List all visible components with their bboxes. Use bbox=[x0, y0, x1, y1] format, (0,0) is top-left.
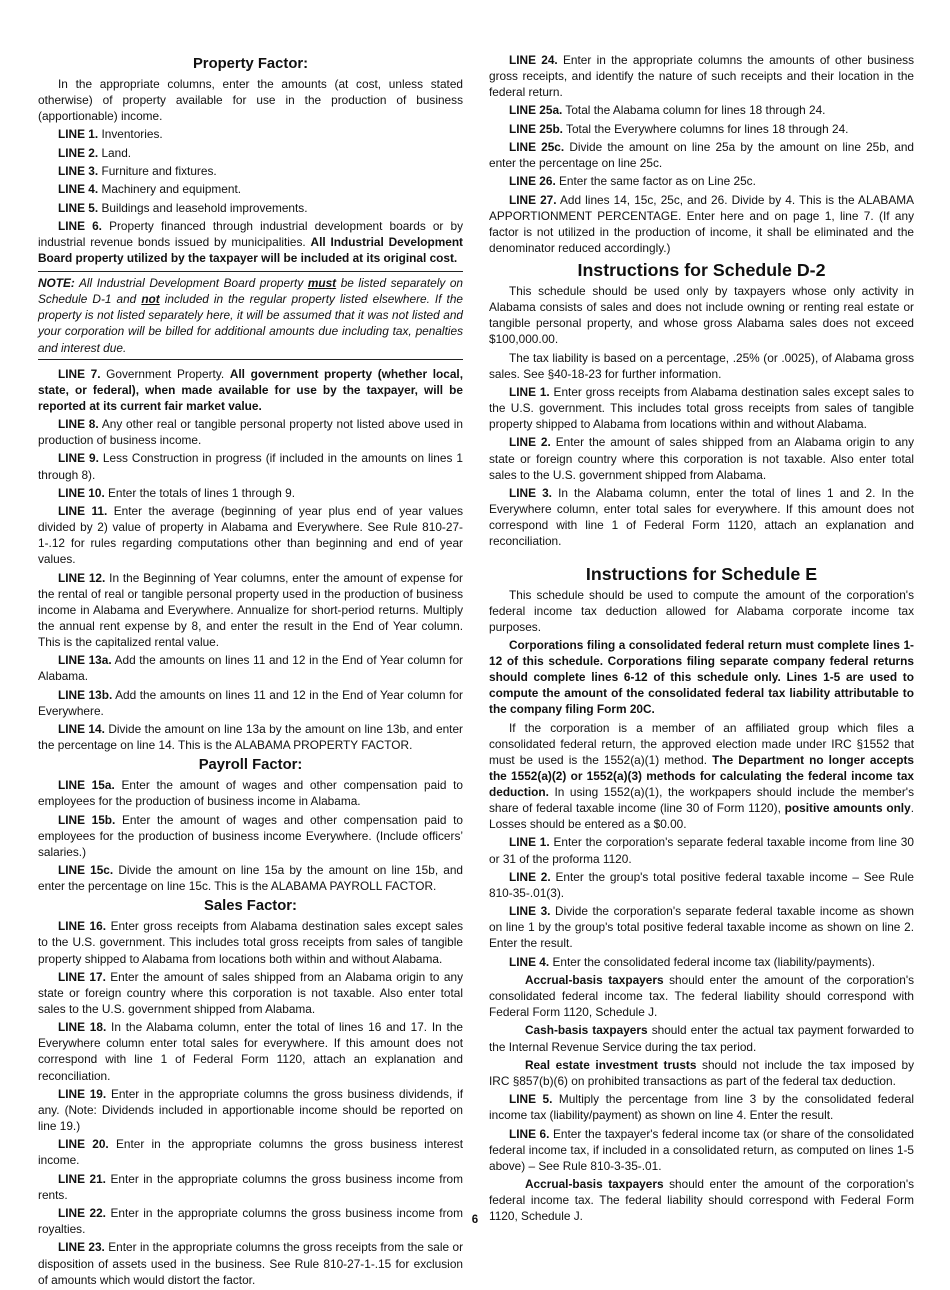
note-part: All Industrial Development Board property bbox=[78, 276, 304, 291]
line-label: LINE 19. bbox=[58, 1086, 107, 1101]
e-cash-basis bbox=[489, 1022, 914, 1054]
line-text: Total the Alabama column for lines 18 through 24. bbox=[565, 103, 826, 118]
line-text: Enter the totals of lines 1 through 9. bbox=[108, 485, 296, 500]
line-label: LINE 2. bbox=[509, 435, 551, 450]
line-text: Furniture and fixtures. bbox=[101, 164, 217, 179]
d2-line-1 bbox=[489, 384, 914, 432]
line-label: LINE 4. bbox=[58, 182, 99, 197]
line-label: LINE 22. bbox=[58, 1206, 106, 1221]
line-26 bbox=[489, 173, 914, 189]
line-text: Divide the amount on line 15a by the amount on line 15b, and enter the percentage on line 15c. This is the ALABAMA PAYROLL FACTOR. bbox=[38, 863, 464, 894]
line-19 bbox=[38, 1086, 463, 1134]
line-text: should enter the amount of the corporation's federal income tax. The federal liability should correspond with Federal Form 1120, Schedule J. bbox=[489, 1177, 915, 1224]
line-10 bbox=[38, 485, 463, 501]
line-text: Enter the amount of wages and other compensation paid to employees for the production of business income Everywhere. (Include officers’ salaries.) bbox=[38, 812, 463, 859]
line-11 bbox=[38, 503, 463, 567]
line-label: Cash-basis taxpayers bbox=[525, 1023, 648, 1038]
note-part: included in the regular property listed elsewhere. If the property is not listed separately here, it will be assumed that it was not listed and your corporation will be billed for additional amounts due including tax, penalties and interest due. bbox=[38, 292, 464, 355]
line-label: LINE 10. bbox=[58, 485, 105, 500]
line-label: LINE 4. bbox=[509, 954, 550, 969]
line-label: LINE 17. bbox=[58, 969, 106, 984]
line-label: LINE 2. bbox=[58, 145, 99, 160]
line-24 bbox=[489, 52, 914, 100]
note-must: must bbox=[307, 276, 337, 291]
line-text: Enter the amount of sales shipped from an Alabama origin to any state or foreign country where this corporation is not taxable. Also enter total sales to the U.S. government shipped from Alabama. bbox=[38, 969, 463, 1016]
line-label: LINE 3. bbox=[509, 904, 551, 919]
line-label: LINE 15a. bbox=[58, 778, 115, 793]
e-affiliated-part: If the corporation is a member of an affiliated group which files a consolidated federal return, the approved election made under IRC §1552 that must be used is the 1552(a)(1) method. bbox=[489, 720, 914, 767]
line-label: LINE 1. bbox=[509, 385, 550, 399]
e-affiliated-part: . Losses should be entered as a $0.00. bbox=[489, 801, 914, 832]
line-label: LINE 20. bbox=[58, 1137, 109, 1152]
e-line-2 bbox=[489, 869, 914, 901]
page-number: 6 bbox=[471, 1214, 479, 1226]
line-label: Accrual-basis taxpayers bbox=[525, 972, 664, 987]
line-text: should enter the amount of the corporation's consolidated federal income tax. The federal liability should correspond with Federal Form 1120, Schedule J. bbox=[489, 972, 915, 1020]
d2-line-2 bbox=[489, 434, 914, 482]
line-15a bbox=[38, 777, 463, 809]
line-text: Enter in the appropriate columns the gross receipts from the sale or disposition of assets used in the business. See Rule 810-27-1-.15 for exclusion of amounts which would distort the factor. bbox=[38, 1240, 464, 1287]
line-text: Add the amounts on lines 11 and 12 in the End of Year column for Alabama. bbox=[38, 653, 463, 684]
line-15c bbox=[38, 862, 463, 894]
line-label: LINE 12. bbox=[58, 570, 106, 585]
line-text: Enter gross receipts from Alabama destination sales except sales to the U.S. government. This includes total gross receipts from sales of tangible property shipped to Alabama from locations within and without Alabama. bbox=[489, 385, 914, 432]
line-text: Property financed through industrial development boards or by industrial revenue bonds issued by municipalities. bbox=[38, 218, 463, 249]
line-label: LINE 8. bbox=[58, 417, 99, 432]
payroll-factor-heading: Payroll Factor: bbox=[198, 757, 303, 774]
line-label: LINE 2. bbox=[509, 869, 551, 884]
line-2 bbox=[38, 145, 463, 161]
line-7 bbox=[38, 366, 463, 414]
line-16 bbox=[38, 918, 463, 966]
line-label: LINE 1. bbox=[509, 835, 550, 850]
line-text: Land. bbox=[101, 145, 132, 160]
line-text: Inventories. bbox=[101, 127, 163, 142]
line-23 bbox=[38, 1239, 463, 1287]
line-label: LINE 9. bbox=[58, 451, 99, 466]
line-27 bbox=[489, 192, 914, 256]
line-text: Enter the group's total positive federal taxable income – See Rule 810-35-.01(3). bbox=[489, 869, 914, 900]
line-label: LINE 25a. bbox=[509, 103, 563, 118]
line-25c bbox=[489, 139, 914, 171]
line-label: LINE 13a. bbox=[58, 653, 112, 668]
line-text: Divide the amount on line 25a by the amount on line 25b, and enter the percentage on line 25c. bbox=[489, 140, 915, 171]
line-label: LINE 5. bbox=[58, 200, 99, 215]
e-line-1 bbox=[489, 834, 914, 866]
line-text: Enter gross receipts from Alabama destination sales except sales to the U.S. government. This includes total gross receipts from sales of tangible property shipped to Alabama from locations both within and without Alabama. bbox=[38, 919, 463, 966]
line-text: Enter the average (beginning of year plus end of year values divided by 2) value of property in Alabama and Everywhere. See Rule 810-27-1-.12 for rules regarding computations other than beginning and end of year values. bbox=[38, 504, 463, 567]
e-positive-amounts: positive amounts only bbox=[784, 801, 911, 816]
line-13b bbox=[38, 687, 463, 719]
line-label: LINE 5. bbox=[509, 1092, 553, 1107]
line-label: LINE 15c. bbox=[58, 863, 114, 878]
note-not: not bbox=[141, 292, 160, 307]
e-line-6 bbox=[489, 1126, 914, 1174]
line-label: LINE 14. bbox=[58, 722, 105, 737]
left-column bbox=[38, 52, 463, 1290]
note-label: NOTE: bbox=[38, 276, 75, 291]
line-text: Enter the amount of wages and other compensation paid to employees for the production of business income in Alabama. bbox=[38, 778, 463, 809]
line-label: LINE 6. bbox=[509, 1126, 550, 1141]
property-factor-heading: Property Factor: bbox=[192, 56, 309, 72]
line-25a bbox=[489, 102, 914, 118]
line-21 bbox=[38, 1171, 463, 1203]
line-text: Enter in the appropriate columns the amounts of other business gross receipts, and identify the nature of such receipts and their location in the federal return. bbox=[489, 53, 914, 100]
line-label: LINE 24. bbox=[509, 53, 558, 67]
e-line-5 bbox=[489, 1091, 914, 1123]
note-part: be listed separately on Schedule D-1 and bbox=[38, 276, 463, 307]
line-label: LINE 13b. bbox=[58, 687, 113, 702]
line-1 bbox=[38, 126, 463, 142]
line-text: should not include the tax imposed by IRC §857(b)(6) on prohibited transactions as part of the federal tax deduction. bbox=[489, 1057, 914, 1088]
line-text: Any other real or tangible personal property not listed above used in production of business income. bbox=[38, 417, 463, 448]
line-label: LINE 11. bbox=[58, 504, 108, 519]
line-8 bbox=[38, 416, 463, 448]
line-12 bbox=[38, 570, 463, 650]
line-text: Enter the amount of sales shipped from an Alabama origin to any state or foreign country where this corporation is not taxable. Also enter total sales to the U.S. government shipped from Alabama. bbox=[489, 435, 914, 482]
line-bold-text: All government property (whether local, state, or federal), when made available for use by the taxpayer, will be reported at its current fair market value. bbox=[38, 366, 464, 413]
d2-line-3 bbox=[489, 485, 914, 549]
line-label: LINE 26. bbox=[509, 174, 556, 189]
line-4 bbox=[38, 181, 463, 197]
line-18 bbox=[38, 1019, 463, 1083]
line-text: Government Property. bbox=[106, 366, 225, 381]
d2-intro: This schedule should be used only by taxpayers whose only activity in Alabama consists of sales and does not include owning or renting real estate or tangible personal property, and whose gross Alabama sales does not exceed $100,000.00. bbox=[489, 284, 914, 347]
line-label: LINE 23. bbox=[58, 1240, 105, 1255]
e-line-3 bbox=[489, 903, 914, 951]
line-3 bbox=[38, 163, 463, 179]
section-gap bbox=[489, 552, 914, 560]
line-label: LINE 6. bbox=[58, 218, 102, 233]
line-6 bbox=[38, 218, 463, 266]
property-intro: In the appropriate columns, enter the amounts (at cost, unless stated otherwise) of property available for use in the production of business (apportionable) income. bbox=[38, 77, 463, 124]
d2-tax-liability: The tax liability is based on a percentage, .25% (or .0025), of Alabama gross sales. See §40-18-23 for further information. bbox=[489, 350, 914, 381]
line-5 bbox=[38, 200, 463, 216]
line-text: Machinery and equipment. bbox=[101, 182, 242, 197]
line-label: Real estate investment trusts bbox=[525, 1057, 697, 1072]
line-label: LINE 25b. bbox=[509, 121, 563, 136]
e-affiliated-part: In using 1552(a)(1), the workpapers should include the member's share of federal taxable income (line 30 of Form 1120), bbox=[489, 785, 914, 816]
line-text: Divide the corporation's separate federal taxable income as shown on line 1 by the group's total positive federal taxable income as shown on line 2. Enter the result. bbox=[489, 904, 914, 951]
e-intro: This schedule should be used to compute the amount of the corporation's federal income tax deduction allowed for Alabama corporate income tax purposes. bbox=[489, 587, 914, 634]
line-25b bbox=[489, 121, 914, 137]
line-text: Enter the same factor as on Line 25c. bbox=[559, 174, 756, 189]
line-text: Enter in the appropriate columns the gross business income from rents. bbox=[38, 1171, 463, 1202]
line-text: Divide the amount on line 13a by the amount on line 13b, and enter the percentage on line 14. This is the ALABAMA PROPERTY FACTOR. bbox=[38, 722, 463, 753]
line-13a bbox=[38, 652, 463, 684]
line-label: LINE 21. bbox=[58, 1171, 106, 1186]
line-label: LINE 15b. bbox=[58, 812, 116, 827]
line-17 bbox=[38, 969, 463, 1017]
line-text: Add the amounts on lines 11 and 12 in the End of Year column for Everywhere. bbox=[38, 687, 463, 718]
line-text: Enter in the appropriate columns the gross business income from royalties. bbox=[38, 1206, 463, 1237]
line-14 bbox=[38, 721, 463, 753]
line-label: LINE 27. bbox=[509, 192, 557, 207]
line-label: LINE 3. bbox=[509, 485, 552, 500]
e-line-4 bbox=[489, 954, 914, 970]
line-9 bbox=[38, 450, 463, 482]
line-text: Enter the corporation's separate federal taxable income from line 30 or 31 of the proforma 1120. bbox=[489, 835, 914, 866]
schedule-d2-heading: Instructions for Schedule D-2 bbox=[577, 260, 826, 281]
line-label: LINE 18. bbox=[58, 1020, 107, 1035]
line-15b bbox=[38, 812, 463, 860]
line-text: Multiply the percentage from line 3 by the consolidated federal income tax (liability/payment) as shown on line 4. Enter the result. bbox=[489, 1092, 914, 1123]
e-reit bbox=[489, 1057, 914, 1089]
right-column bbox=[489, 52, 914, 1227]
line-text: Enter in the appropriate columns the gross business interest income. bbox=[38, 1137, 464, 1168]
line-label: LINE 3. bbox=[58, 164, 99, 179]
line-text: Less Construction in progress (if included in the amounts on lines 1 through 8). bbox=[38, 451, 463, 482]
line-text: should enter the actual tax payment forwarded to the Internal Revenue Service during the tax period. bbox=[489, 1023, 914, 1054]
e-consolidated: Corporations filing a consolidated federal return must complete lines 1-12 of this schedule. Corporations filing separate company federal returns should complete lines 6-12 of this schedule only. Lines 1-5 are used to compute the amount of the consolidated federal tax liability attributable to the company filing Form 20C. bbox=[489, 637, 914, 717]
line-text: In the Alabama column, enter the total of lines 16 and 17. In the Everywhere column enter total sales for everywhere. If this amount does not correspond with line 1 of Federal Form 1120, attach an explanation and reconciliation. bbox=[38, 1020, 463, 1083]
line-20 bbox=[38, 1136, 463, 1168]
note-text bbox=[38, 275, 463, 355]
note-box bbox=[38, 271, 463, 359]
line-label: LINE 7. bbox=[58, 366, 101, 381]
line-text: Enter the consolidated federal income tax (liability/payments). bbox=[552, 954, 876, 969]
line-label: LINE 16. bbox=[58, 919, 106, 934]
line-text: Total the Everywhere columns for lines 18 through 24. bbox=[566, 121, 849, 136]
line-text: In the Alabama column, enter the total of lines 1 and 2. In the Everywhere column, enter total sales for everywhere. If this amount does not correspond with line 1 of Federal Form 1120, attach an explanation and reconciliation. bbox=[489, 485, 914, 549]
line-bold-text: All Industrial Development Board property utilized by the taxpayer will be included at its original cost. bbox=[38, 234, 463, 266]
e-accrual-basis bbox=[489, 972, 914, 1020]
e-affiliated-bold: The Department no longer accepts the 1552(a)(2) or 1552(a)(3) methods for calculating the federal income tax deduction. bbox=[489, 752, 914, 799]
line-text: Enter in the appropriate columns the gross business dividends, if any. (Note: Dividends included in apportionable income should be reported on line 19.) bbox=[38, 1086, 464, 1133]
line-label: Accrual-basis taxpayers bbox=[525, 1177, 664, 1192]
line-text: In the Beginning of Year columns, enter the amount of expense for the rental of real or tangible personal property used in the production of business income in Alabama and Everywhere. Annualize for short-period returns. Multiply the annual rent expense by 8, and enter the result in the End of Year column. This is the capitalized rental value. bbox=[38, 570, 463, 650]
line-label: LINE 25c. bbox=[509, 140, 565, 155]
schedule-e-heading: Instructions for Schedule E bbox=[585, 563, 818, 584]
line-label: LINE 1. bbox=[58, 127, 99, 142]
line-text: Buildings and leasehold improvements. bbox=[101, 200, 308, 215]
line-text: Enter the taxpayer's federal income tax (or share of the consolidated federal income tax, if included in a consolidated return, as computed on lines 1-5 above) – See Rule 810-3-35-.01. bbox=[489, 1126, 914, 1173]
line-text: Add lines 14, 15c, 25c, and 26. Divide by 4. This is the ALABAMA APPORTIONMENT PERCENTAGE. Enter here and on page 1, line 7. (If any factor is not utilized in the production of income, it shall be eliminated and the denominator reduced accordingly.) bbox=[489, 192, 914, 255]
e-affiliated bbox=[489, 720, 914, 833]
sales-factor-heading: Sales Factor: bbox=[204, 898, 297, 915]
